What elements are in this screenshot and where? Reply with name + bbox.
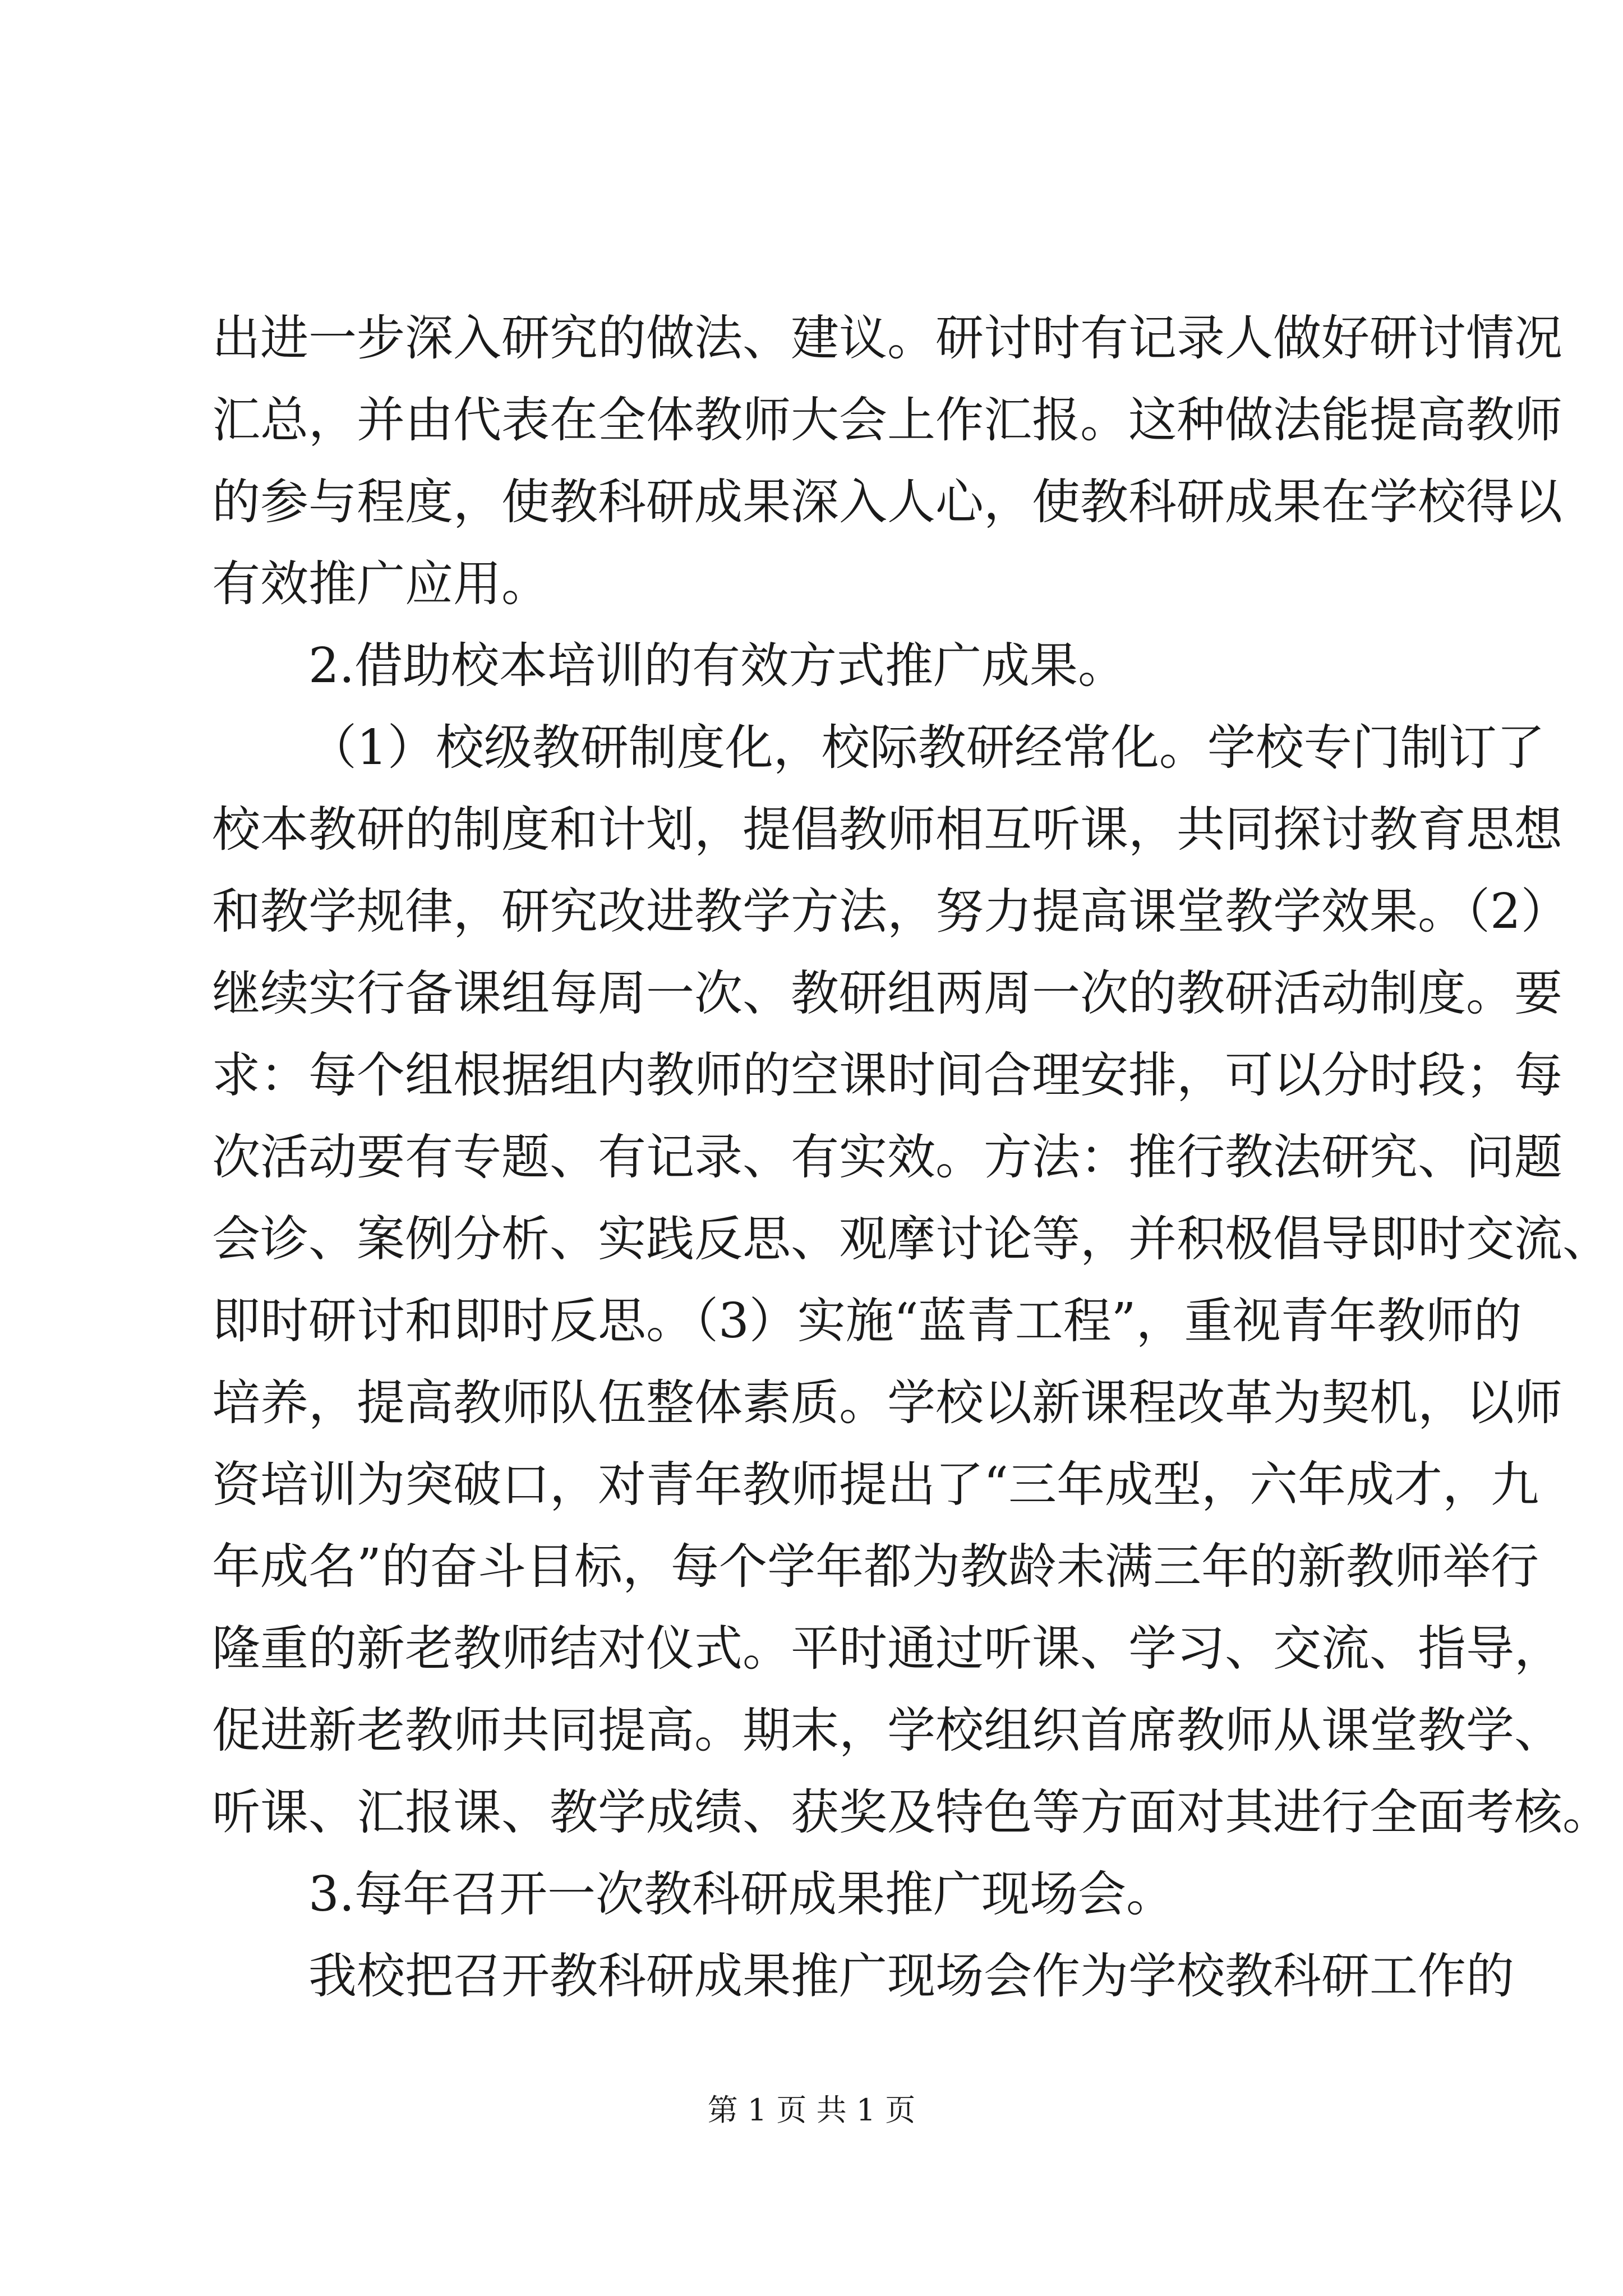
body-text	[212, 297, 1611, 2017]
text-line: 会诊、案例分析、实践反思、观摩讨论等，并积极倡导即时交流、	[212, 1211, 1611, 1267]
text-line: 求：每个组根据组内教师的空课时间合理安排，可以分时段；每	[212, 1047, 1562, 1103]
page-footer: 第 1 页 共 1 页	[707, 2092, 916, 2128]
text-line: 出进一步深入研究的做法、建议。研讨时有记录人做好研讨情况	[212, 310, 1562, 366]
text-line: 继续实行备课组每周一次、教研组两周一次的教研活动制度。要	[212, 965, 1562, 1022]
text-line: 年成名”的奋斗目标，每个学年都为教龄未满三年的新教师举行	[212, 1539, 1539, 1595]
text-line: 次活动要有专题、有记录、有实效。方法：推行教法研究、问题	[212, 1129, 1562, 1185]
section-heading: 2.借助校本培训的有效方式推广成果。	[308, 638, 1127, 694]
text-line: （1）校级教研制度化，校际教研经常化。学校专门制订了	[308, 720, 1545, 776]
text-line: 的参与程度，使教科研成果深入人心，使教科研成果在学校得以	[212, 474, 1562, 530]
text-line: 汇总，并由代表在全体教师大会上作汇报。这种做法能提高教师	[212, 392, 1562, 448]
text-line: 校本教研的制度和计划，提倡教师相互听课，共同探讨教育思想	[212, 802, 1562, 858]
text-line: 我校把召开教科研成果推广现场会作为学校教科研工作的	[308, 1948, 1514, 2004]
text-line: 和教学规律，研究改进教学方法，努力提高课堂教学效果。（2）	[212, 884, 1569, 940]
text-line: 培养，提高教师队伍整体素质。学校以新课程改革为契机，以师	[212, 1375, 1562, 1431]
text-line: 即时研讨和即时反思。（3）实施“蓝青工程”，重视青年教师的	[212, 1293, 1522, 1349]
text-line: 资培训为突破口，对青年教师提出了“三年成型，六年成才，九	[212, 1457, 1539, 1513]
text-line: 隆重的新老教师结对仪式。平时通过听课、学习、交流、指导，	[212, 1621, 1562, 1677]
section-heading: 3.每年召开一次教科研成果推广现场会。	[308, 1866, 1175, 1922]
text-line: 听课、汇报课、教学成绩、获奖及特色等方面对其进行全面考核。	[212, 1784, 1611, 1841]
text-line: 促进新老教师共同提高。期末，学校组织首席教师从课堂教学、	[212, 1703, 1562, 1759]
text-line: 有效推广应用。	[212, 556, 550, 612]
